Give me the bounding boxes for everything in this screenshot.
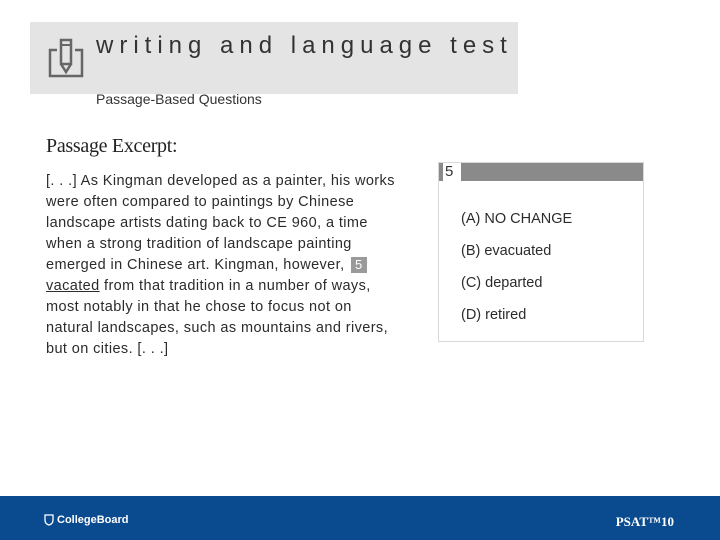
page-title: writing and language test bbox=[96, 32, 513, 59]
excerpt-heading: Passage Excerpt: bbox=[46, 135, 178, 157]
passage-excerpt bbox=[46, 171, 402, 360]
question-panel bbox=[438, 162, 644, 342]
answer-option-a[interactable]: (A) NO CHANGE bbox=[461, 211, 573, 227]
passage-text-before: [. . .] As Kingman developed as a painter, his works were often compared to paintings by Chinese landscape artists dating back to CE 960, a time when a strong tradition of landscape painting emerged in Chinese art. Kingman, however, bbox=[46, 173, 395, 273]
acorn-shield-icon bbox=[44, 514, 54, 526]
answer-option-b[interactable]: (B) evacuated bbox=[461, 243, 552, 259]
underlined-word: vacated bbox=[46, 278, 100, 294]
page-subtitle: Passage-Based Questions bbox=[96, 91, 262, 107]
collegeboard-logo-text: CollegeBoard bbox=[57, 514, 129, 526]
question-marker: 5 bbox=[351, 257, 367, 273]
answer-option-d[interactable]: (D) retired bbox=[461, 307, 527, 323]
answer-options bbox=[461, 203, 572, 331]
question-number: 5 bbox=[443, 163, 461, 181]
psat10-logo: PSAT™10 bbox=[615, 514, 674, 529]
question-header-bar bbox=[439, 163, 643, 181]
pencil-box-icon bbox=[48, 38, 84, 78]
passage-text-after: from that tradition in a number of ways, most notably in that he chose to focus not on natural landscapes, such as mountains and rivers, but on cities. [. . .] bbox=[46, 278, 388, 357]
collegeboard-logo bbox=[44, 514, 129, 526]
answer-option-c[interactable]: (C) departed bbox=[461, 275, 543, 291]
